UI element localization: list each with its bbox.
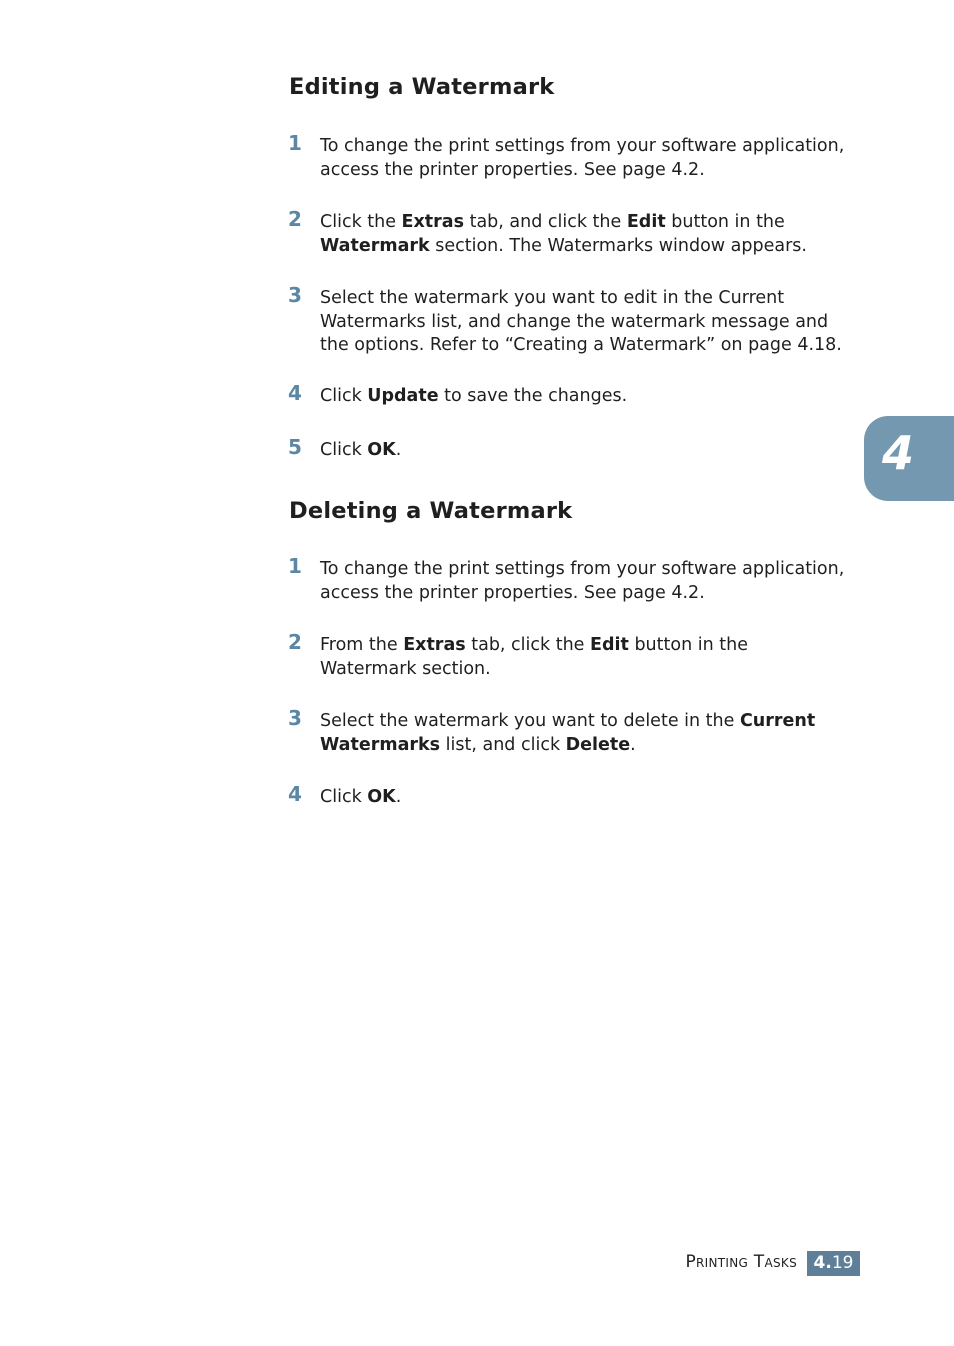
chapter-tab: [864, 416, 954, 501]
chapter-number: 4: [882, 426, 915, 480]
step-number: 1: [288, 131, 302, 155]
deleting-step-2: [288, 630, 858, 681]
editing-step-2: [288, 207, 858, 258]
step-number: 5: [288, 435, 302, 459]
step-number: 3: [288, 706, 302, 730]
section-title-deleting: Deleting a Watermark: [289, 498, 573, 524]
editing-step-4: [288, 381, 858, 409]
editing-step-3: [288, 283, 858, 358]
step-text: Click OK.: [320, 440, 402, 460]
step-text: Select the watermark you want to edit in the Current Watermarks list, and change the watermark message and the options. Refer to “Creating a Watermark” on page 4.18.: [320, 288, 842, 355]
editing-step-1: [288, 131, 858, 182]
step-number: 3: [288, 283, 302, 307]
page-number-badge: [807, 1251, 860, 1276]
step-text: Click Update to save the changes.: [320, 386, 628, 406]
page-number: 19: [831, 1253, 854, 1273]
step-text: To change the print settings from your software application, access the printer properties. See page 4.2.: [320, 559, 845, 603]
step-text: To change the print settings from your software application, access the printer properties. See page 4.2.: [320, 136, 845, 180]
deleting-step-3: [288, 706, 858, 757]
step-number: 2: [288, 207, 302, 231]
page-chapter: 4.: [813, 1253, 832, 1273]
step-number: 2: [288, 630, 302, 654]
step-text: Click OK.: [320, 787, 402, 807]
step-number: 4: [288, 782, 302, 806]
deleting-step-1: [288, 554, 858, 605]
section-title-editing: Editing a Watermark: [289, 74, 555, 100]
editing-step-5: [288, 435, 858, 463]
step-number: 1: [288, 554, 302, 578]
footer-section-label: Printing Tasks: [685, 1252, 797, 1272]
step-text: From the Extras tab, click the Edit button in the Watermark section.: [320, 635, 748, 679]
step-text: Click the Extras tab, and click the Edit button in the Watermark section. The Watermarks window appears.: [320, 212, 807, 256]
step-text: Select the watermark you want to delete in the Current Watermarks list, and click Delete.: [320, 711, 816, 755]
deleting-step-4: [288, 782, 858, 810]
step-number: 4: [288, 381, 302, 405]
